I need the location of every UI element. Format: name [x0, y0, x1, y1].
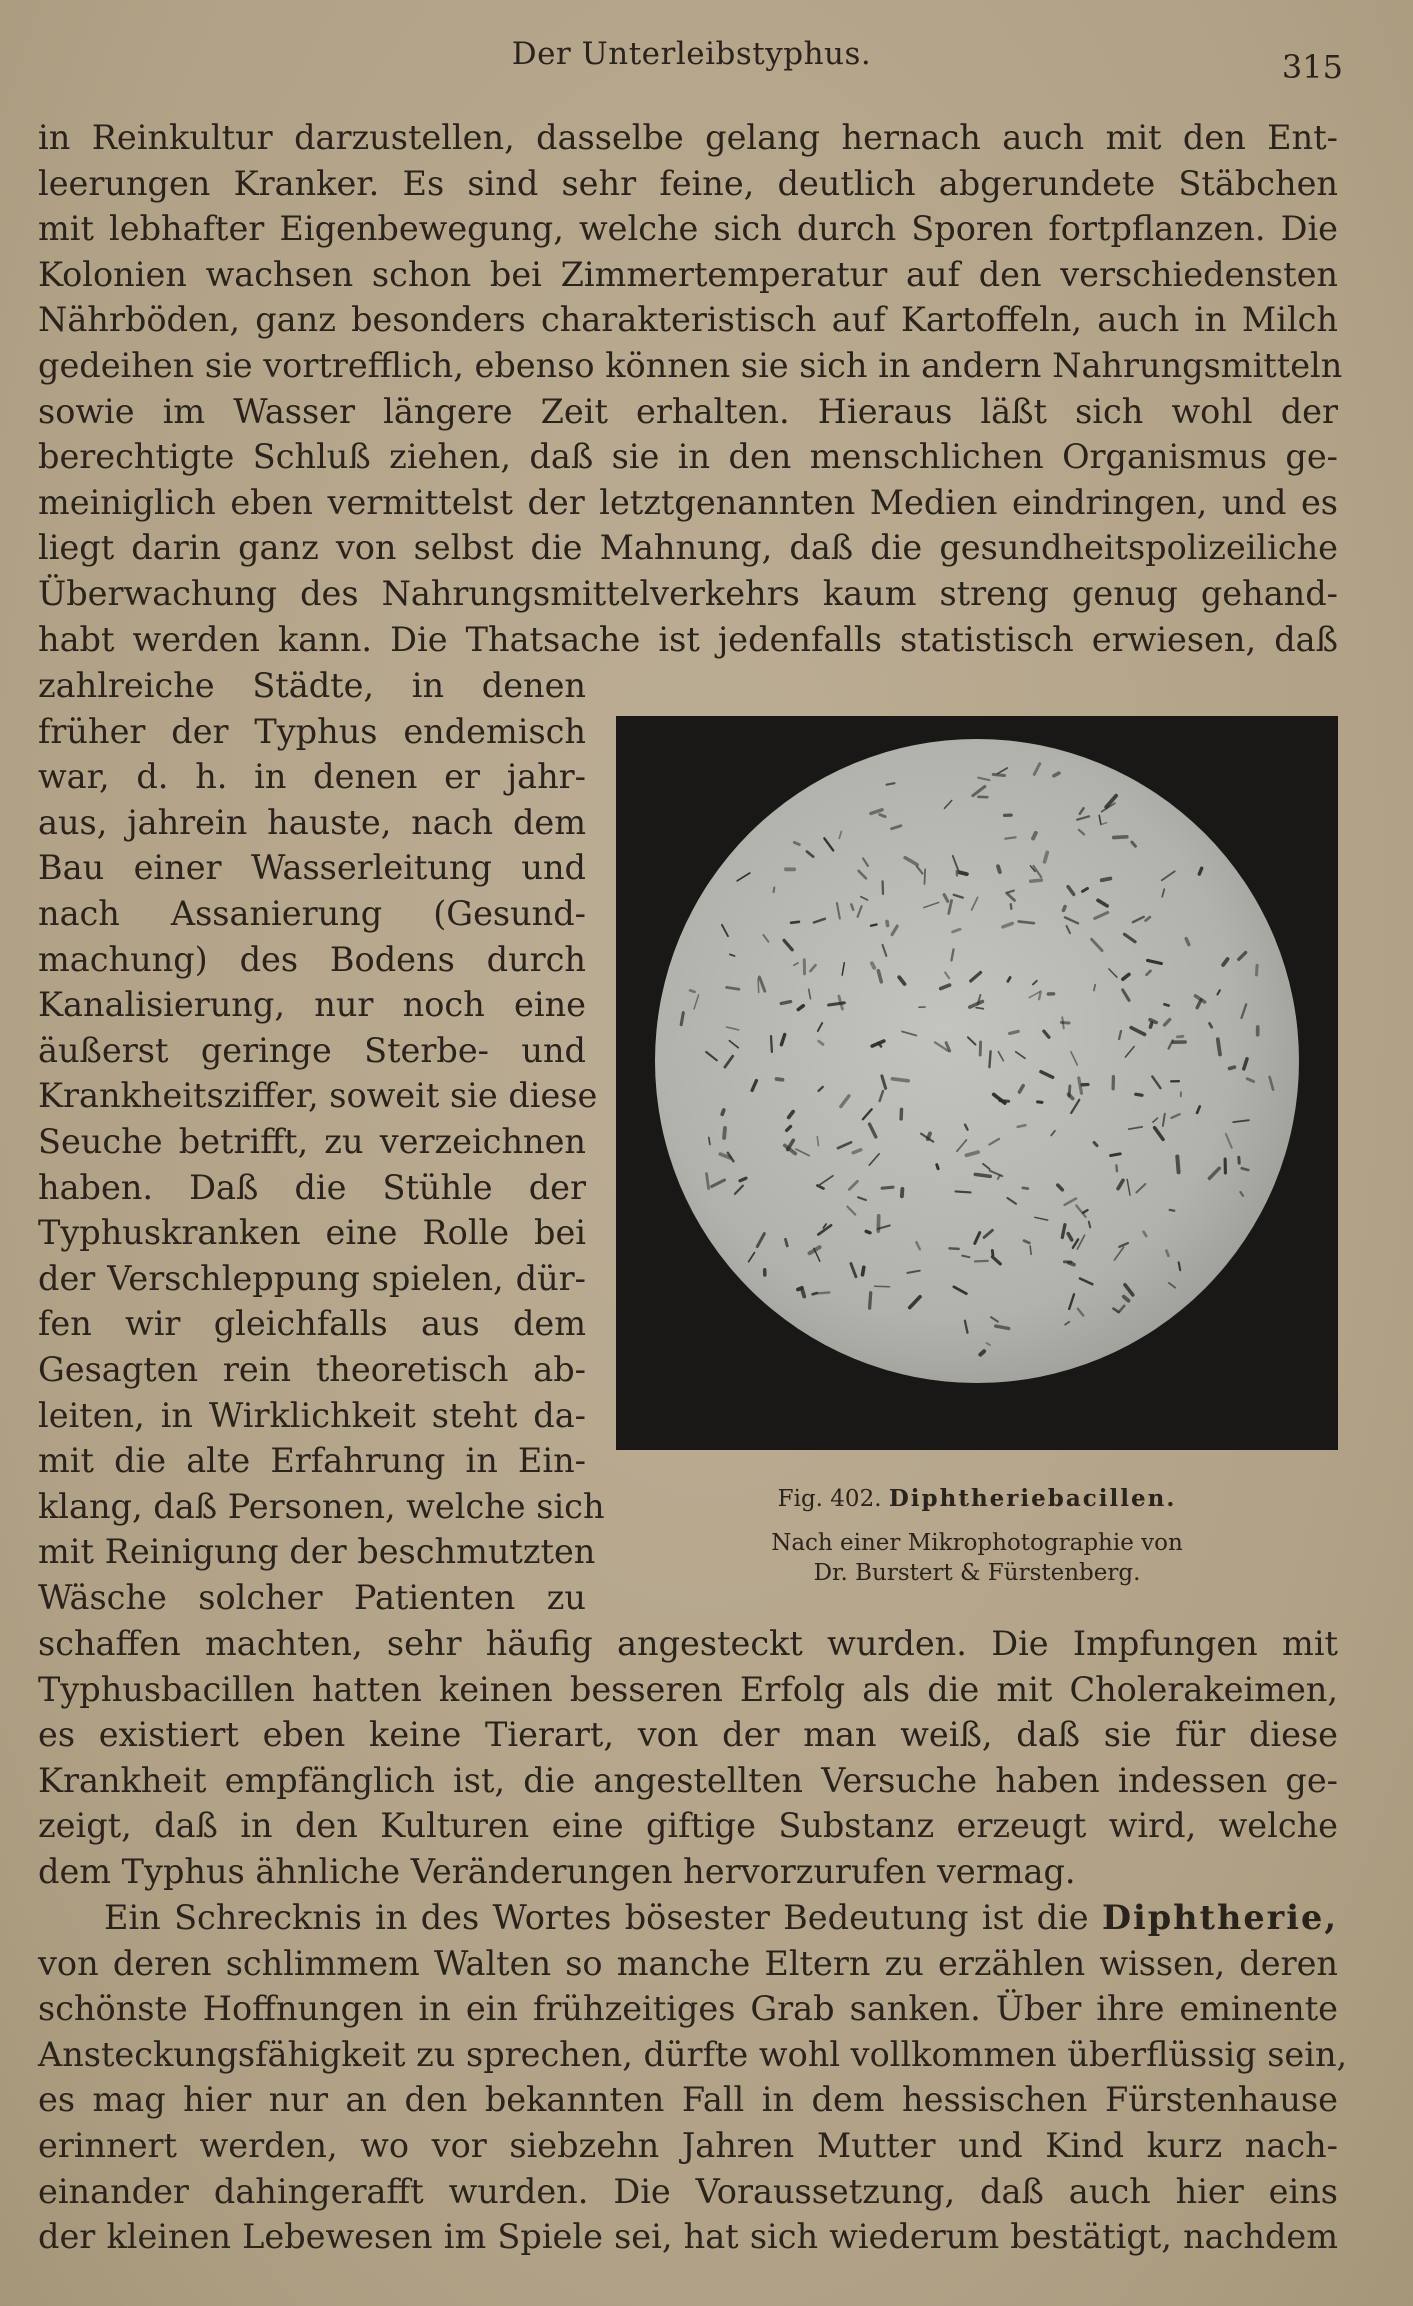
bacillus-speck	[1089, 1222, 1090, 1228]
text-line: aus, jahrein hauste, nach dem	[38, 802, 586, 842]
figure-caption	[616, 1483, 1338, 1515]
text-line: dem Typhus ähnliche Veränderungen hervorzurufen vermag.	[38, 1851, 1076, 1891]
text-line: Seuche betrifft, zu verzeichnen	[38, 1121, 586, 1161]
bacillus-speck	[1019, 922, 1034, 924]
text-line: leerungen Kranker. Es sind sehr feine, deutlich abgerundete Stäbchen	[38, 163, 1338, 203]
text-line: sowie im Wasser längere Zeit erhalten. Hieraus läßt sich wohl der	[38, 391, 1338, 431]
bacillus-speck	[1005, 837, 1016, 838]
bacillus-speck	[1210, 1023, 1212, 1027]
text-line: Kolonien wachsen schon bei Zimmertemperatur auf den verschiedensten	[38, 254, 1338, 294]
bacillus-speck	[1031, 880, 1042, 881]
bacillus-speck	[791, 922, 799, 923]
bacillus-speck	[875, 1286, 890, 1287]
bacillus-speck	[1114, 837, 1127, 838]
bacillus-speck	[1062, 1017, 1063, 1028]
bacillus-speck	[892, 1079, 908, 1081]
bacillus-speck	[993, 774, 1004, 775]
bacillus-speck	[1199, 868, 1201, 874]
text-line: zeigt, daß in den Kulturen eine giftige Substanz erzeugt wird, welche	[38, 1806, 1338, 1846]
bacillus-speck	[887, 922, 888, 926]
text-line: der Verschleppung spielen, dür-	[38, 1258, 586, 1298]
bacillus-speck	[794, 842, 799, 844]
bacillus-speck	[902, 1189, 903, 1196]
figure-credit-line-2: Dr. Burstert & Fürstenberg.	[813, 1560, 1141, 1586]
bacillus-speck	[681, 1013, 683, 1025]
text-line: habt werden kann. Die Thatsache ist jedenfalls statistisch erwiesen, daß	[38, 619, 1338, 659]
bacillus-speck	[976, 1008, 983, 1009]
text-line: haben. Daß die Stühle der	[38, 1167, 586, 1207]
bacillus-speck	[1167, 1251, 1169, 1256]
bacillus-speck	[1151, 1023, 1152, 1027]
figure-title: Diphtheriebacillen.	[888, 1485, 1177, 1512]
bacillus-speck	[887, 783, 895, 785]
text-line: schönste Hoffnungen in ein frühzeitiges Grab sanken. Über ihre eminente	[38, 1989, 1338, 2029]
paragraph-typhus-cultures	[38, 115, 1343, 662]
text-line: Überwachung des Nahrungsmittelverkehrs kaum streng genug gehand-	[38, 573, 1338, 613]
text-line: liegt darin ganz von selbst die Mahnung, daß die gesundheitspolizeiliche	[38, 528, 1338, 568]
text-line: machung) des Bodens durch	[38, 939, 586, 979]
bacillus-speck	[1045, 853, 1048, 862]
text-line: nach Assanierung (Gesund-	[38, 893, 586, 933]
paragraph-typhus-cities	[38, 663, 605, 1620]
bacillus-speck	[802, 1290, 804, 1296]
bacillus-speck	[996, 1326, 1009, 1328]
bacillus-speck	[989, 1051, 990, 1067]
figure-label: Fig. 402.	[777, 1486, 882, 1512]
bacillus-speck	[819, 1293, 830, 1294]
bacillus-speck	[690, 990, 695, 992]
bacillus-speck	[727, 987, 739, 989]
page-number: 315	[1281, 48, 1343, 86]
bacillus-speck	[960, 872, 967, 874]
bacillus-speck	[724, 1128, 725, 1138]
bacillus-speck	[1038, 1102, 1042, 1103]
bacillus-speck	[1033, 833, 1036, 839]
text-line: der kleinen Lebewesen im Spiele sei, hat sich wiederum bestätigt, nachdem	[38, 2217, 1338, 2257]
text-line	[38, 1895, 1338, 1941]
bacillus-speck	[1177, 1036, 1183, 1037]
text-line: leiten, in Wirklichkeit steht da-	[38, 1395, 586, 1435]
bacillus-speck	[998, 866, 1000, 872]
text-line: berechtigte Schluß ziehen, daß sie in den menschlichen Organismus ge-	[38, 437, 1338, 477]
text-line: Ansteckungsfähigkeit zu sprechen, dürfte wohl vollkommen überflüssig sein,	[38, 2034, 1348, 2074]
text-line: es existiert eben keine Tierart, von der man weiß, daß sie für diese	[38, 1715, 1338, 1755]
bacillus-speck	[1030, 1246, 1031, 1254]
paragraph-typhus-inoculation	[38, 1621, 1338, 1895]
bacillus-speck	[758, 979, 759, 993]
text-line: fen wir gleichfalls aus dem	[38, 1304, 586, 1344]
bacillus-speck	[1218, 1039, 1220, 1054]
bacillus-speck	[798, 1288, 802, 1290]
bacillus-speck	[872, 963, 874, 968]
bacillus-speck	[1064, 907, 1066, 911]
paragraph-diphtheria	[38, 1895, 1348, 2260]
bacillus-speck	[771, 1036, 772, 1052]
bacillus-speck	[1111, 1154, 1121, 1156]
text-line: Gesagten rein theoretisch ab-	[38, 1349, 586, 1389]
microscope-field	[655, 739, 1299, 1383]
bacillus-speck	[950, 1248, 959, 1249]
bacillus-speck	[1094, 1143, 1097, 1146]
text-line: in Reinkultur darzustellen, dasselbe gelang hernach auch mit den Ent-	[38, 118, 1338, 157]
bacillus-speck	[956, 1191, 971, 1192]
bacillus-speck	[1000, 1101, 1009, 1102]
text-line: Krankheitsziffer, soweit sie diese	[38, 1076, 598, 1116]
bacillus-speck	[851, 905, 853, 910]
bacillus-speck	[1039, 992, 1041, 1000]
bacillus-speck	[1257, 965, 1258, 975]
text-line: es mag hier nur an den bekannten Fall in dem hessischen Fürstenhause	[38, 2080, 1338, 2120]
bacillus-speck	[1170, 1210, 1175, 1211]
bacillus-speck	[863, 1267, 864, 1275]
bacillus-speck	[882, 1187, 893, 1188]
bacillus-speck	[1179, 1262, 1181, 1270]
text-line: mit Reinigung der beschmutzten	[38, 1532, 596, 1572]
text-line: schaffen machten, sehr häufig angesteckt wurden. Die Impfungen mit	[38, 1624, 1338, 1663]
text-line: einander dahingerafft wurden. Die Voraussetzung, daß auch hier eins	[38, 2171, 1338, 2211]
bacillus-speck	[980, 1351, 984, 1354]
bacillus-speck	[1018, 1125, 1026, 1127]
bacillus-speck	[813, 1293, 817, 1294]
bacillus-speck	[1102, 879, 1111, 881]
text-line: Nährböden, ganz besonders charakteristisch auf Kartoffeln, auch in Milch	[38, 300, 1338, 340]
bacillus-speck	[870, 1293, 871, 1308]
bacillus-speck	[937, 1165, 938, 1169]
micrograph-image	[616, 716, 1338, 1450]
text-line: Kanalisierung, nur noch eine	[38, 985, 586, 1025]
term-diphtherie: Diphtherie,	[1101, 1898, 1338, 1937]
bacillus-speck	[1024, 1241, 1029, 1243]
bacillus-speck	[925, 869, 926, 884]
text-line: gedeihen sie vortrefflich, ebenso können sie sich in andern Nahrungsmitteln	[38, 345, 1343, 385]
bacillus-speck	[786, 1239, 788, 1246]
figure-credit-line-1: Nach einer Mikrophotographie von	[771, 1530, 1183, 1556]
bacillus-speck	[817, 1137, 818, 1146]
bacillus-speck	[1010, 1031, 1019, 1033]
text-line: zahlreiche Städte, in denen	[38, 666, 586, 705]
bacillus-speck	[1230, 1067, 1235, 1068]
text-line: äußerst geringe Sterbe- und	[38, 1030, 586, 1070]
bacillus-speck	[975, 1174, 990, 1176]
text-line: meiniglich eben vermittelst der letztgenannten Medien eindringen, und es	[38, 482, 1338, 522]
text-line: Bau einer Wasserleitung und	[38, 848, 586, 888]
bacillus-speck	[722, 1110, 724, 1114]
text-line: früher der Typhus endemisch	[38, 711, 586, 751]
bacillus-speck	[866, 1231, 870, 1232]
bacillus-speck	[1011, 904, 1012, 909]
bacillus-speck	[774, 888, 775, 893]
bacillus-speck	[880, 815, 885, 817]
figure-plate	[616, 716, 1338, 1450]
bacillus-speck	[1054, 773, 1059, 776]
text-line: von deren schlimmem Walten so manche Eltern zu erzählen wissen, deren	[38, 1943, 1338, 1983]
bacillus-speck	[781, 1002, 790, 1004]
bacillus-speck	[928, 1133, 930, 1139]
text-line: Typhuskranken eine Rolle bei	[38, 1213, 586, 1253]
bacillus-speck	[1008, 978, 1010, 982]
text-line: mit die alte Erfahrung in Ein-	[38, 1441, 586, 1481]
bacillus-speck	[1242, 1168, 1248, 1170]
text-line: mit lebhafter Eigenbewegung, welche sich durch Sporen fortpflanzen. Die	[38, 209, 1338, 249]
text-line: Typhusbacillen hatten keinen besseren Erfolg als die mit Cholerakeimen,	[38, 1669, 1338, 1709]
bacillus-speck	[777, 1079, 783, 1080]
page-header	[40, 34, 1343, 84]
bacillus-speck	[1116, 1165, 1117, 1171]
bacillus-speck	[871, 925, 877, 926]
running-title: Der Unterleibstyphus.	[511, 36, 872, 72]
bacillus-speck	[1069, 1263, 1074, 1265]
bacillus-speck	[1023, 1188, 1028, 1189]
bacillus-speck	[1177, 1157, 1178, 1173]
bacillus-speck	[975, 1261, 988, 1262]
text-line: klang, daß Personen, welche sich	[38, 1486, 605, 1526]
line-start: Ein Schrecknis in des Wortes bösester Bedeutung ist die	[104, 1898, 1102, 1937]
text-line: war, d. h. in denen er jahr-	[38, 757, 586, 797]
bacillus-speck	[1186, 939, 1189, 945]
text-line: Wäsche solcher Patienten zu	[38, 1577, 586, 1617]
text-line: erinnert werden, wo vor siebzehn Jahren Mutter und Kind kurz nach-	[38, 2125, 1338, 2165]
bacillus-speck	[1136, 1094, 1142, 1095]
text-line: Krankheit empfänglich ist, die angestellten Versuche haben indessen ge-	[38, 1760, 1338, 1800]
bacillus-speck	[992, 1251, 993, 1255]
bacillus-speck	[1164, 1004, 1168, 1005]
bacillus-speck	[709, 1137, 710, 1144]
